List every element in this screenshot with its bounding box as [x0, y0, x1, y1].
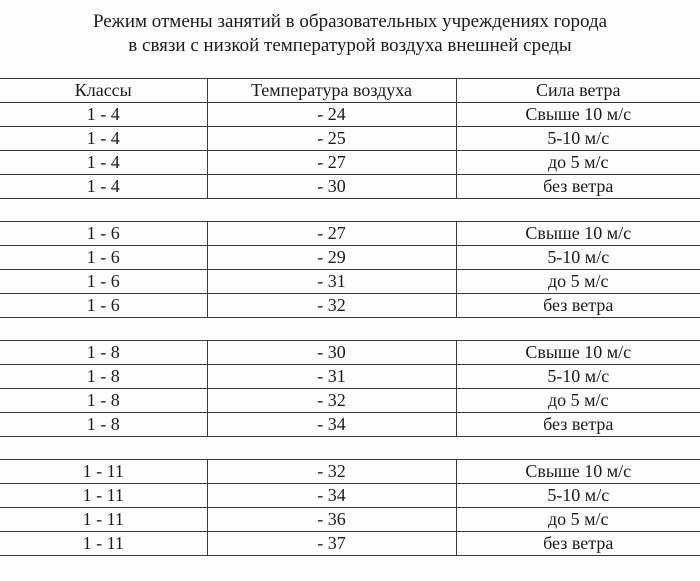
- header-temperature: Температура воздуха: [207, 79, 456, 103]
- group-spacer-row: [0, 437, 700, 460]
- cell-classes: 1 - 6: [0, 270, 207, 294]
- cell-wind: 5-10 м/с: [456, 246, 700, 270]
- cell-temperature: - 32: [207, 460, 456, 484]
- table-row: [0, 341, 700, 365]
- table-row: [0, 294, 700, 318]
- table-row: [0, 389, 700, 413]
- cell-classes: 1 - 11: [0, 460, 207, 484]
- cell-temperature: - 34: [207, 484, 456, 508]
- cancellation-table: [0, 78, 700, 556]
- cell-wind: без ветра: [456, 294, 700, 318]
- title-line-2: в связи с низкой температурой воздуха внешней среды: [128, 35, 572, 56]
- table-row: [0, 151, 700, 175]
- cell-wind: до 5 м/с: [456, 151, 700, 175]
- table-row: [0, 127, 700, 151]
- table-row: [0, 413, 700, 437]
- cell-temperature: - 25: [207, 127, 456, 151]
- document-title: [0, 10, 700, 58]
- group-spacer-row: [0, 199, 700, 222]
- table-row: [0, 246, 700, 270]
- cell-classes: 1 - 8: [0, 365, 207, 389]
- cell-wind: 5-10 м/с: [456, 484, 700, 508]
- cell-classes: 1 - 6: [0, 294, 207, 318]
- table-row: [0, 508, 700, 532]
- cell-temperature: - 31: [207, 365, 456, 389]
- table-body: [0, 103, 700, 556]
- cell-classes: 1 - 11: [0, 508, 207, 532]
- cell-temperature: - 37: [207, 532, 456, 556]
- cell-temperature: - 30: [207, 341, 456, 365]
- table-row: [0, 175, 700, 199]
- table-row: [0, 532, 700, 556]
- cell-wind: до 5 м/с: [456, 389, 700, 413]
- cell-classes: 1 - 6: [0, 222, 207, 246]
- cell-classes: 1 - 4: [0, 175, 207, 199]
- cell-classes: 1 - 8: [0, 413, 207, 437]
- table-row: [0, 103, 700, 127]
- table-row: [0, 484, 700, 508]
- header-classes: Классы: [0, 79, 207, 103]
- cell-wind: Свыше 10 м/с: [456, 222, 700, 246]
- cell-wind: без ветра: [456, 413, 700, 437]
- title-line-1: Режим отмены занятий в образовательных учреждениях города: [92, 11, 608, 32]
- cell-classes: 1 - 4: [0, 127, 207, 151]
- cell-temperature: - 24: [207, 103, 456, 127]
- cell-wind: Свыше 10 м/с: [456, 341, 700, 365]
- cell-wind: 5-10 м/с: [456, 365, 700, 389]
- cell-classes: 1 - 8: [0, 341, 207, 365]
- cell-wind: до 5 м/с: [456, 508, 700, 532]
- table-row: [0, 270, 700, 294]
- cell-wind: Свыше 10 м/с: [456, 103, 700, 127]
- cell-temperature: - 36: [207, 508, 456, 532]
- spacer-cell: [0, 199, 700, 222]
- cell-wind: 5-10 м/с: [456, 127, 700, 151]
- cell-temperature: - 34: [207, 413, 456, 437]
- cell-classes: 1 - 4: [0, 103, 207, 127]
- cell-temperature: - 31: [207, 270, 456, 294]
- group-spacer-row: [0, 318, 700, 341]
- header-wind: Сила ветра: [456, 79, 700, 103]
- cell-temperature: - 32: [207, 294, 456, 318]
- cell-wind: Свыше 10 м/с: [456, 460, 700, 484]
- cell-temperature: - 29: [207, 246, 456, 270]
- table-row: [0, 222, 700, 246]
- cell-classes: 1 - 6: [0, 246, 207, 270]
- cell-classes: 1 - 11: [0, 532, 207, 556]
- cell-temperature: - 30: [207, 175, 456, 199]
- cell-classes: 1 - 8: [0, 389, 207, 413]
- cell-wind: без ветра: [456, 532, 700, 556]
- table-row: [0, 365, 700, 389]
- cell-classes: 1 - 4: [0, 151, 207, 175]
- cell-wind: до 5 м/с: [456, 270, 700, 294]
- table-row: [0, 460, 700, 484]
- spacer-cell: [0, 437, 700, 460]
- cell-wind: без ветра: [456, 175, 700, 199]
- cell-temperature: - 27: [207, 222, 456, 246]
- spacer-cell: [0, 318, 700, 341]
- cell-temperature: - 32: [207, 389, 456, 413]
- cell-classes: 1 - 11: [0, 484, 207, 508]
- cell-temperature: - 27: [207, 151, 456, 175]
- table-header-row: [0, 79, 700, 103]
